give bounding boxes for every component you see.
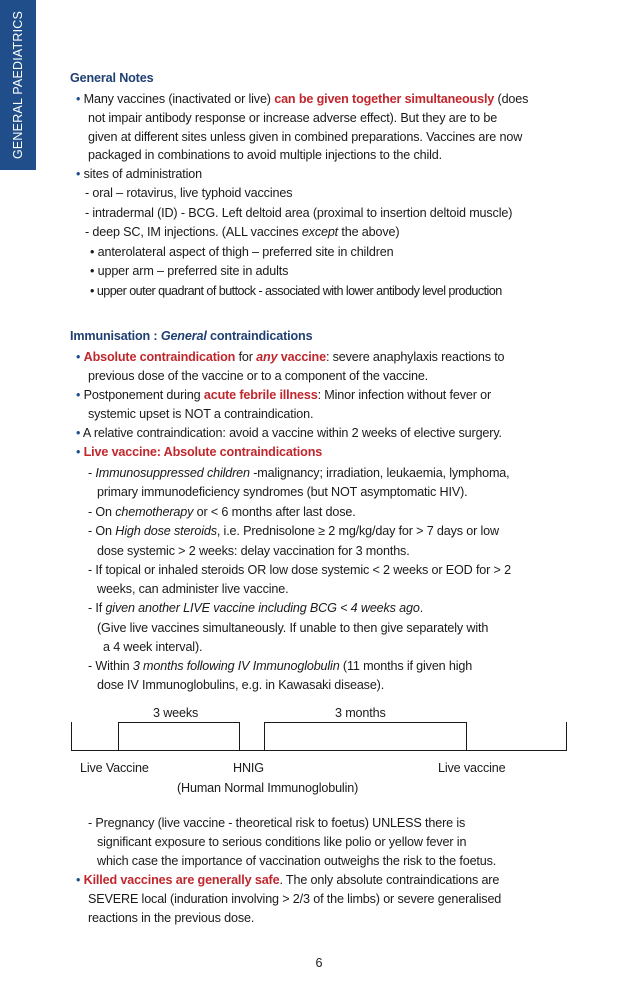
contraindications-heading (70, 328, 312, 344)
site-oral: - oral – rotavirus, live typhoid vaccines (85, 186, 293, 200)
bullet: • (76, 388, 81, 402)
text: Many vaccines (inactivated or live) (83, 92, 275, 106)
bullet: • (90, 264, 95, 278)
timeline-tick (566, 722, 567, 750)
text-line: significant exposure to serious conditions like polio or yellow fever in (97, 835, 467, 849)
emphasis: High dose steroids (115, 524, 217, 538)
bracket-3-months (264, 722, 466, 723)
bracket-3-weeks-right (239, 722, 240, 750)
text-line: which case the importance of vaccination outweighs the risk to the foetus. (97, 854, 497, 868)
text: for (235, 350, 257, 364)
timeline-tick (71, 722, 72, 750)
bracket-3-months-left (264, 722, 265, 750)
text: : Minor infection without fever or (317, 388, 491, 402)
iv-immunoglobulin (88, 658, 472, 674)
pregnancy: - Pregnancy (live vaccine - theoretical risk to foetus) UNLESS there is (88, 816, 466, 830)
note-simultaneous (76, 91, 528, 107)
text: : severe anaphylaxis reactions to (325, 350, 505, 364)
bracket-3-months-right (466, 722, 467, 750)
text: -malignancy; irradiation, leukaemia, lymphoma, (249, 466, 510, 480)
highlight: can be given together simultaneously (274, 92, 495, 106)
site-upper-arm (90, 263, 288, 279)
timeline-live-vaccine-2: Live vaccine (438, 761, 506, 775)
text-line: reactions in the previous dose. (88, 911, 255, 925)
timeline-hnig: HNIG (233, 761, 264, 775)
highlight: Absolute contraindication (83, 350, 236, 364)
text-line: systemic upset is NOT a contraindication. (88, 407, 314, 421)
text: or < 6 months after last dose. (193, 505, 356, 519)
text: - deep SC, IM injections. (ALL vaccines (85, 225, 302, 239)
text: (does (494, 92, 529, 106)
bullet: • (76, 92, 81, 106)
text-line: packaged in combinations to avoid multiple injections to the child. (88, 148, 442, 162)
text: upper arm – preferred site in adults (97, 264, 289, 278)
text: sites of administration (83, 167, 202, 181)
bullet: • (90, 284, 94, 298)
label-3-months: 3 months (335, 706, 386, 720)
chemotherapy (88, 504, 356, 520)
text-line: weeks, can administer live vaccine. (97, 582, 289, 596)
bullet: • (76, 350, 81, 364)
text-line: a 4 week interval). (103, 640, 203, 654)
emphasis: given another LIVE vaccine including BCG < 4 weeks ago (105, 601, 420, 615)
note-sites (76, 166, 202, 182)
timeline-live-vaccine-1: Live Vaccine (80, 761, 149, 775)
text-line: previous dose of the vaccine or to a component of the vaccine. (88, 369, 429, 383)
highlight: vaccine (277, 350, 326, 364)
text: anterolateral aspect of thigh – preferred site in children (97, 245, 394, 259)
text-line: dose IV Immunoglobulins, e.g. in Kawasaki disease). (97, 678, 385, 692)
killed-vaccines (76, 872, 499, 888)
bracket-3-weeks (118, 722, 239, 723)
site-deep-sc-im (85, 224, 399, 240)
highlight: Live vaccine: Absolute contraindications (83, 445, 323, 459)
bullet: • (76, 445, 81, 459)
bullet: • (76, 426, 81, 440)
text: A relative contraindication: avoid a vaccine within 2 weeks of elective surgery. (82, 426, 502, 440)
text: . (419, 601, 424, 615)
general-notes-heading: General Notes (70, 71, 154, 85)
text: - (88, 466, 96, 480)
page-number: 6 (315, 956, 323, 970)
site-buttock (90, 283, 502, 299)
postponement (76, 387, 491, 403)
text: (11 months if given high (339, 659, 473, 673)
emphasis: 3 months following IV Immunoglobulin (132, 659, 340, 673)
text: contraindications (206, 329, 313, 343)
emphasis: chemotherapy (115, 505, 194, 519)
text: , i.e. Prednisolone ≥ 2 mg/kg/day for > 7 days or low (216, 524, 499, 538)
text-line: dose systemic > 2 weeks: delay vaccination for 3 months. (97, 544, 410, 558)
text: - If (88, 601, 106, 615)
topical-steroids: - If topical or inhaled steroids OR low dose systemic < 2 weeks or EOD for > 2 (88, 563, 511, 577)
site-thigh (90, 244, 393, 260)
timeline-axis (71, 750, 567, 751)
text-line: (Give live vaccines simultaneously. If unable to then give separately with (97, 621, 489, 635)
text: Immunisation : (70, 329, 161, 343)
highlight: acute febrile illness (203, 388, 318, 402)
bullet: • (90, 245, 95, 259)
text-line: given at different sites unless given in combined preparations. Vaccines are now (88, 130, 523, 144)
emphasis: Immunosuppressed children (95, 466, 250, 480)
high-dose-steroids (88, 523, 499, 539)
another-live-vaccine (88, 600, 423, 616)
text: the above) (338, 225, 400, 239)
emphasis: General (160, 329, 207, 343)
text: upper outer quadrant of buttock - associated with lower antibody level production (96, 284, 502, 298)
highlight: any (256, 350, 278, 364)
text: Postponement during (83, 388, 204, 402)
side-tab-label: GENERAL PAEDIATRICS (11, 10, 25, 160)
highlight: Killed vaccines are generally safe (83, 873, 280, 887)
bullet: • (76, 873, 81, 887)
text: - On (88, 505, 116, 519)
text: - On (88, 524, 116, 538)
timeline-hnig-full: (Human Normal Immunoglobulin) (177, 781, 359, 795)
immunosuppressed (88, 465, 510, 481)
emphasis: except (301, 225, 339, 239)
text-line: primary immunodeficiency syndromes (but NOT asymptomatic HIV). (97, 485, 468, 499)
bullet: • (76, 167, 81, 181)
text-line: SEVERE local (induration involving > 2/3 of the limbs) or severe generalised (88, 892, 502, 906)
label-3-weeks: 3 weeks (153, 706, 199, 720)
site-intradermal: - intradermal (ID) - BCG. Left deltoid area (proximal to insertion deltoid muscle) (85, 206, 513, 220)
text: . The only absolute contraindications are (279, 873, 500, 887)
live-vaccine-heading (76, 444, 322, 460)
relative-contraindication (76, 425, 502, 441)
text-line: not impair antibody response or increase adverse effect). But they are to be (88, 111, 498, 125)
text: - Within (88, 659, 133, 673)
bracket-3-weeks-left (118, 722, 119, 750)
absolute-contraindication (76, 349, 504, 365)
side-tab (0, 0, 36, 170)
